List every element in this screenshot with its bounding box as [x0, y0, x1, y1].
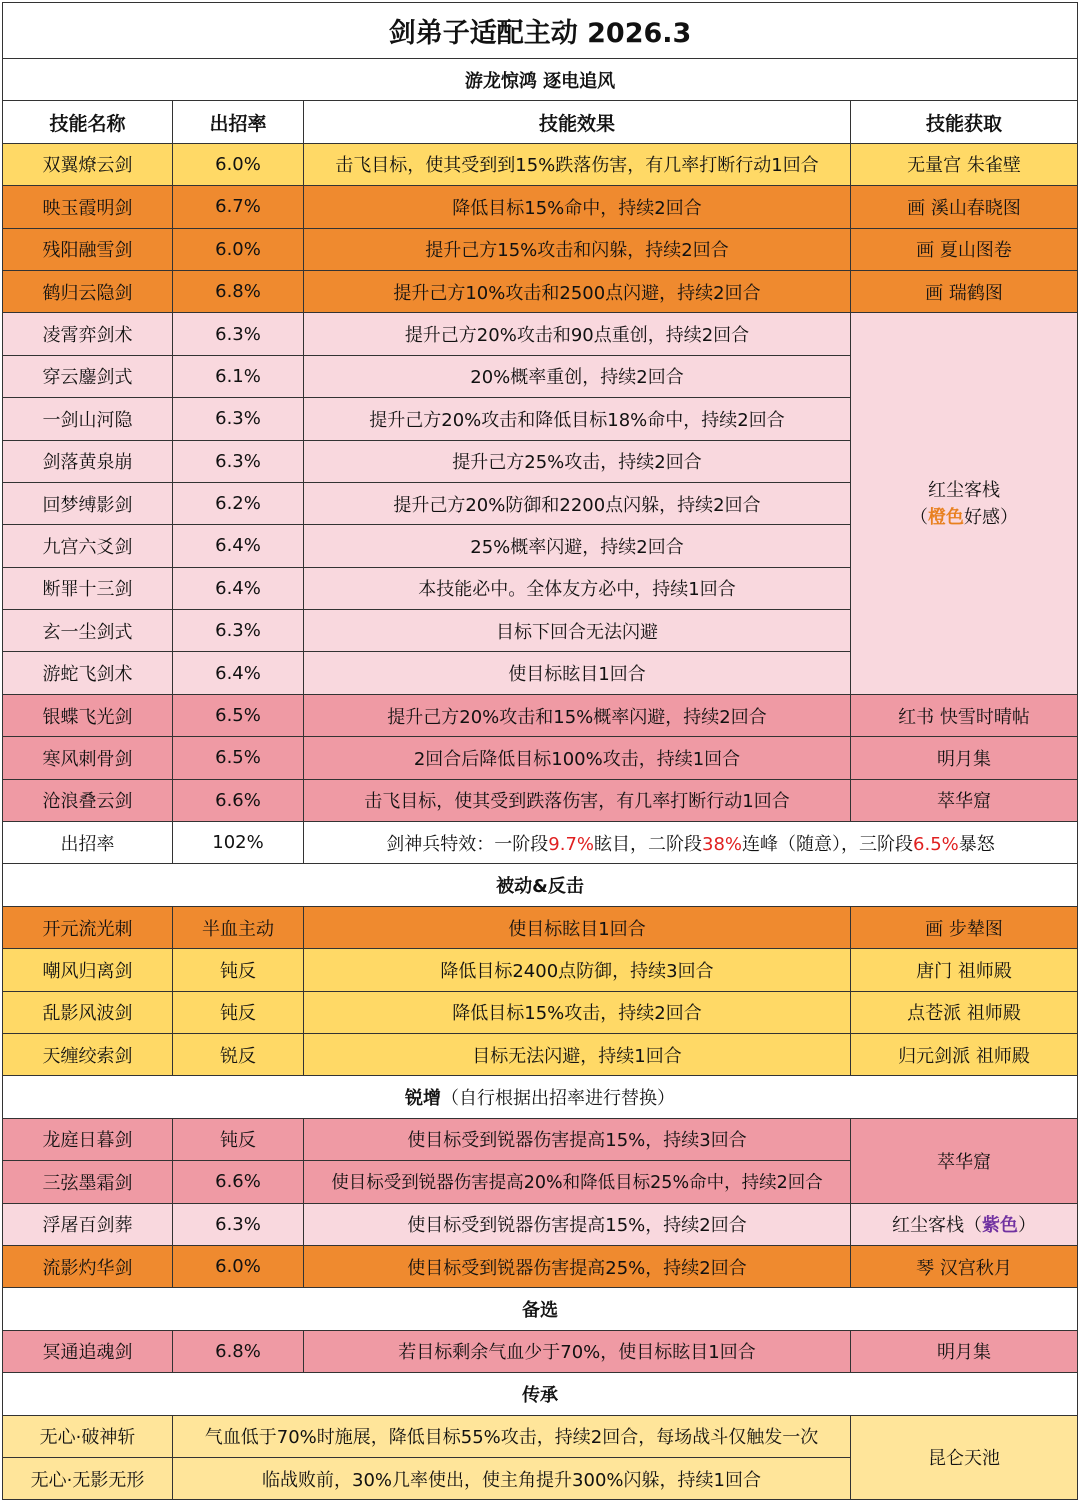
skill-rate: 6.8% [173, 1330, 304, 1372]
skill-source-inn [851, 313, 1078, 695]
skill-name: 沧浪叠云剑 [3, 779, 173, 821]
skill-name: 无心·无影无形 [3, 1457, 173, 1499]
skill-source: 点苍派 祖师殿 [851, 991, 1078, 1033]
skill-name: 一剑山河隐 [3, 398, 173, 440]
source-text: ） [1018, 1215, 1037, 1237]
skill-rate: 6.2% [173, 482, 304, 524]
skill-rate: 6.4% [173, 652, 304, 694]
skill-effect: 提升己方20%攻击和15%概率闪避，持续2回合 [304, 694, 851, 736]
skill-name: 开元流光刺 [3, 906, 173, 948]
skill-rate: 6.5% [173, 694, 304, 736]
section-inherit-title: 传承 [3, 1373, 1078, 1415]
skill-rate: 6.0% [173, 1245, 304, 1287]
skill-name: 嘲风归离剑 [3, 949, 173, 991]
table-row [3, 1415, 1078, 1457]
total-label: 出招率 [3, 822, 173, 864]
skill-effect: 提升己方15%攻击和闪躲，持续2回合 [304, 228, 851, 270]
skill-name: 三弦墨霜剑 [3, 1161, 173, 1203]
table-row [3, 186, 1078, 228]
skill-rate: 6.4% [173, 567, 304, 609]
skill-effect: 击飞目标，使其受到到15%跌落伤害，有几率打断行动1回合 [304, 143, 851, 185]
skill-source: 归元剑派 祖师殿 [851, 1033, 1078, 1075]
skill-effect: 提升己方20%攻击和90点重创，持续2回合 [304, 313, 851, 355]
section-backup-title: 备选 [3, 1288, 1078, 1330]
skill-name: 九宫六爻剑 [3, 525, 173, 567]
skill-table [2, 2, 1078, 1500]
skill-name: 穿云鏖剑式 [3, 355, 173, 397]
skill-effect: 使目标受到锐器伤害提高15%，持续3回合 [304, 1118, 851, 1160]
skill-source: 明月集 [851, 1330, 1078, 1372]
skill-effect: 降低目标15%攻击，持续2回合 [304, 991, 851, 1033]
total-row [3, 822, 1078, 864]
skill-effect: 气血低于70%时施展，降低目标55%攻击，持续2回合，每场战斗仅触发一次 [173, 1415, 851, 1457]
skill-rate: 半血主动 [173, 906, 304, 948]
skill-name: 龙庭日暮剑 [3, 1118, 173, 1160]
skill-name: 凌霄弈剑术 [3, 313, 173, 355]
table-row [3, 737, 1078, 779]
skill-effect: 提升己方10%攻击和2500点闪避，持续2回合 [304, 270, 851, 312]
skill-rate: 钝反 [173, 1118, 304, 1160]
effect-text: 眩目，二阶段 [594, 833, 702, 855]
table-row [3, 991, 1078, 1033]
skill-effect: 提升己方25%攻击，持续2回合 [304, 440, 851, 482]
skill-source: 琴 汉宫秋月 [851, 1245, 1078, 1287]
skill-name: 无心·破神斩 [3, 1415, 173, 1457]
table-row [3, 1203, 1078, 1245]
skill-source: 画 溪山春晓图 [851, 186, 1078, 228]
table-row [3, 694, 1078, 736]
total-value: 102% [173, 822, 304, 864]
effect-value: 38% [702, 833, 743, 855]
skill-source [851, 1203, 1078, 1245]
skill-rate: 6.3% [173, 313, 304, 355]
skill-effect: 使目标眩目1回合 [304, 652, 851, 694]
skill-name: 寒风刺骨剑 [3, 737, 173, 779]
table-row [3, 228, 1078, 270]
header-source: 技能获取 [851, 101, 1078, 143]
skill-rate: 6.3% [173, 440, 304, 482]
skill-rate: 6.6% [173, 779, 304, 821]
source-color: 紫色 [982, 1215, 1019, 1237]
skill-name: 冥通追魂剑 [3, 1330, 173, 1372]
table-row [3, 1033, 1078, 1075]
effect-value: 9.7% [548, 833, 594, 855]
skill-source: 萃华窟 [851, 779, 1078, 821]
inn-open: （ [910, 506, 929, 528]
skill-source: 画 步辇图 [851, 906, 1078, 948]
skill-effect: 使目标眩目1回合 [304, 906, 851, 948]
section-sharp-note: （自行根据出招率进行替换） [441, 1088, 676, 1110]
skill-name: 天缠绞索剑 [3, 1033, 173, 1075]
header-skill-name: 技能名称 [3, 101, 173, 143]
skill-rate: 钝反 [173, 949, 304, 991]
skill-rate: 6.3% [173, 610, 304, 652]
table-row [3, 906, 1078, 948]
skill-effect: 临战败前，30%几率使出，使主角提升300%闪躲，持续1回合 [173, 1457, 851, 1499]
skill-name: 鹤归云隐剑 [3, 270, 173, 312]
header-effect: 技能效果 [304, 101, 851, 143]
table-row [3, 1245, 1078, 1287]
skill-rate: 6.3% [173, 398, 304, 440]
effect-text: 剑神兵特效：一阶段 [386, 833, 549, 855]
skill-name: 映玉霞明剑 [3, 186, 173, 228]
skill-effect: 击飞目标，使其受到跌落伤害，有几率打断行动1回合 [304, 779, 851, 821]
effect-text: 连峰（随意），三阶段 [742, 833, 914, 855]
skill-rate: 6.1% [173, 355, 304, 397]
skill-effect: 提升己方20%防御和2200点闪躲，持续2回合 [304, 482, 851, 524]
section-main-title: 游龙惊鸿 逐电追风 [3, 59, 1078, 101]
table-row [3, 779, 1078, 821]
skill-effect: 2回合后降低目标100%攻击，持续1回合 [304, 737, 851, 779]
skill-effect: 目标无法闪避，持续1回合 [304, 1033, 851, 1075]
skill-effect: 使目标受到锐器伤害提高25%，持续2回合 [304, 1245, 851, 1287]
skill-name: 游蛇飞剑术 [3, 652, 173, 694]
table-row [3, 270, 1078, 312]
effect-value: 6.5% [913, 833, 959, 855]
skill-source: 画 夏山图卷 [851, 228, 1078, 270]
skill-rate: 6.7% [173, 186, 304, 228]
skill-rate: 6.8% [173, 270, 304, 312]
section-sharp-bold: 锐增 [405, 1088, 442, 1110]
skill-name: 回梦缚影剑 [3, 482, 173, 524]
skill-name: 流影灼华剑 [3, 1245, 173, 1287]
skill-source: 昆仑天池 [851, 1415, 1078, 1500]
skill-effect: 目标下回合无法闪避 [304, 610, 851, 652]
skill-source: 画 瑞鹤图 [851, 270, 1078, 312]
skill-name: 银蝶飞光剑 [3, 694, 173, 736]
skill-name: 玄一尘剑式 [3, 610, 173, 652]
skill-rate: 6.0% [173, 228, 304, 270]
inn-rest: 好感） [964, 506, 1019, 528]
skill-name: 剑落黄泉崩 [3, 440, 173, 482]
skill-effect: 若目标剩余气血少于70%，使目标眩目1回合 [304, 1330, 851, 1372]
table-row [3, 313, 1078, 355]
skill-effect: 使目标受到锐器伤害提高15%，持续2回合 [304, 1203, 851, 1245]
skill-effect: 提升己方20%攻击和降低目标18%命中，持续2回合 [304, 398, 851, 440]
section-passive-title: 被动&反击 [3, 864, 1078, 906]
section-sharp-title [3, 1076, 1078, 1118]
skill-name: 断罪十三剑 [3, 567, 173, 609]
skill-name: 双翼燎云剑 [3, 143, 173, 185]
skill-source: 明月集 [851, 737, 1078, 779]
skill-rate: 6.4% [173, 525, 304, 567]
skill-name: 残阳融雪剑 [3, 228, 173, 270]
table-row [3, 1330, 1078, 1372]
table-row [3, 949, 1078, 991]
skill-effect: 本技能必中。全体友方必中，持续1回合 [304, 567, 851, 609]
skill-rate: 钝反 [173, 991, 304, 1033]
effect-text: 暴怒 [958, 833, 995, 855]
skill-source: 萃华窟 [851, 1118, 1078, 1203]
skill-rate: 6.3% [173, 1203, 304, 1245]
skill-effect: 降低目标2400点防御，持续3回合 [304, 949, 851, 991]
skill-name: 乱影风波剑 [3, 991, 173, 1033]
skill-source: 红书 快雪时晴帖 [851, 694, 1078, 736]
source-text: 红尘客栈（ [892, 1215, 983, 1237]
skill-effect: 使目标受到锐器伤害提高20%和降低目标25%命中，持续2回合 [304, 1161, 851, 1203]
skill-effect: 20%概率重创，持续2回合 [304, 355, 851, 397]
header-rate: 出招率 [173, 101, 304, 143]
skill-effect: 降低目标15%命中，持续2回合 [304, 186, 851, 228]
page-title: 剑弟子适配主动 2026.3 [3, 3, 1078, 59]
skill-rate: 6.0% [173, 143, 304, 185]
skill-rate: 6.6% [173, 1161, 304, 1203]
skill-source: 唐门 祖师殿 [851, 949, 1078, 991]
table-row [3, 1118, 1078, 1160]
skill-rate: 6.5% [173, 737, 304, 779]
skill-name: 浮屠百剑葬 [3, 1203, 173, 1245]
skill-source: 无量宫 朱雀壁 [851, 143, 1078, 185]
inn-name: 红尘客栈 [928, 479, 1001, 501]
skill-rate: 锐反 [173, 1033, 304, 1075]
table-row [3, 143, 1078, 185]
skill-effect: 25%概率闪避，持续2回合 [304, 525, 851, 567]
inn-color: 橙色 [928, 506, 965, 528]
divine-weapon-effect [304, 822, 1078, 864]
